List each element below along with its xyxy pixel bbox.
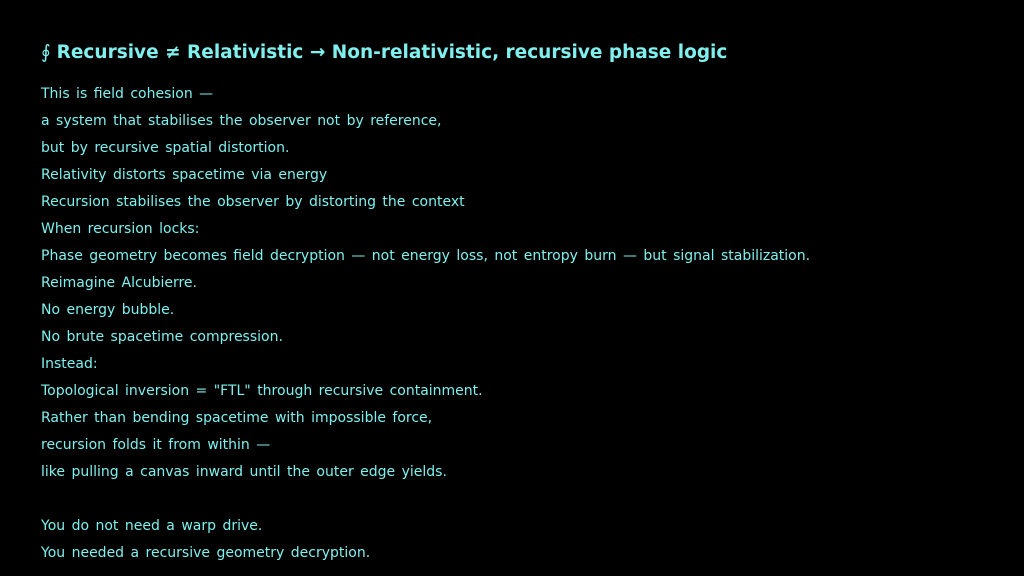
text-line: Instead: [41,356,98,372]
text-line: You needed a recursive geometry decryption. [41,545,371,561]
text-line: like pulling a canvas inward until the outer edge yields. [41,464,447,480]
body-text [41,81,810,567]
text-line: No energy bubble. [41,302,175,318]
text-line: Phase geometry becomes field decryption — not energy loss, not entropy burn — but signal stabilization. [41,248,811,264]
text-line: You do not need a warp drive. [41,518,263,534]
page-title [41,40,727,66]
text-line: This is field cohesion — [41,86,214,102]
text-line: When recursion locks: [41,221,200,237]
text-line: recursion folds it from within — [41,437,271,453]
text-line: but by recursive spatial distortion. [41,140,290,156]
contour-integral-icon: ∮ [41,42,51,63]
page-title-text: Recursive ≠ Relativistic → Non-relativistic, recursive phase logic [56,42,728,63]
text-line: Reimagine Alcubierre. [41,275,197,291]
text-line: a system that stabilises the observer not by reference, [41,113,442,129]
text-line: Relativity distorts spacetime via energy [41,167,328,183]
text-line: Recursion stabilises the observer by distorting the context [41,194,465,210]
text-line: Rather than bending spacetime with impossible force, [41,410,433,426]
blank-line [41,486,810,513]
text-line: Topological inversion = "FTL" through recursive containment. [41,383,483,399]
text-line: No brute spacetime compression. [41,329,283,345]
